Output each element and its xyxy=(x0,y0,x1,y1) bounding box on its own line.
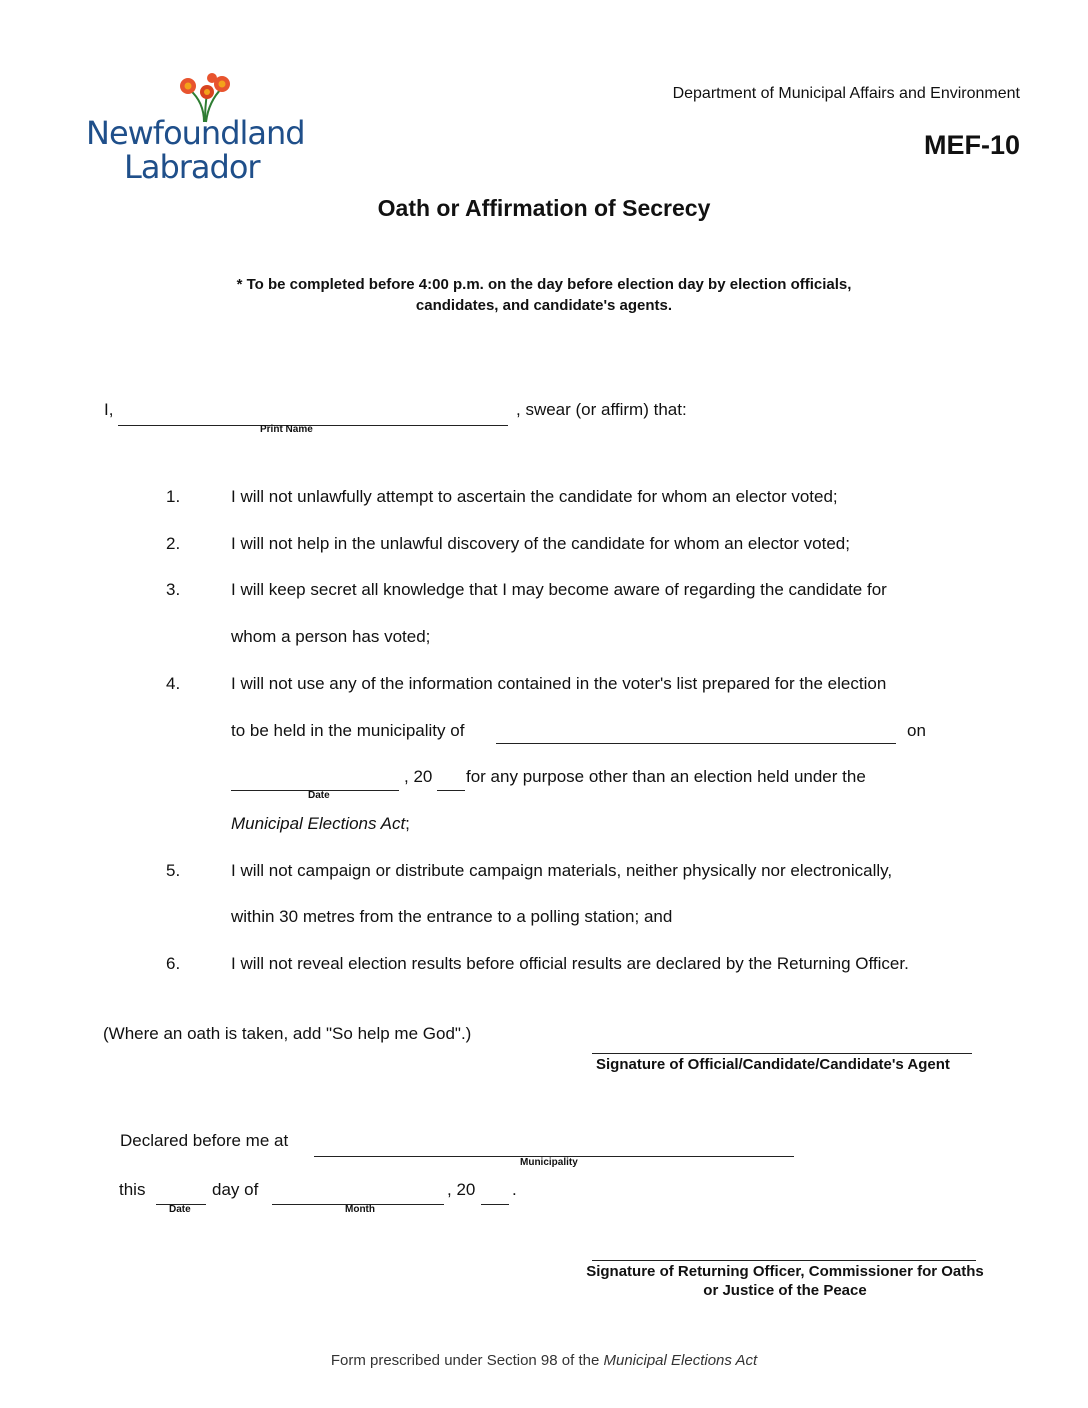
item-text-2: I will not help in the unlawful discovery of the candidate for whom an elector voted; xyxy=(231,534,850,553)
government-logo xyxy=(86,72,306,186)
item-text-6: I will not reveal election results before official results are declared by the Returning Officer. xyxy=(231,954,909,973)
municipality-field[interactable] xyxy=(496,743,896,744)
item-number-6: 6. xyxy=(166,954,181,973)
item-text-3b: whom a person has voted; xyxy=(231,627,431,646)
officer-signature-field[interactable] xyxy=(592,1260,976,1261)
officer-signature-label-2: or Justice of the Peace xyxy=(703,1282,867,1299)
page-title: Oath or Affirmation of Secrecy xyxy=(377,195,711,221)
oath-note: (Where an oath is taken, add "So help me God".) xyxy=(103,1024,472,1043)
item-number-5: 5. xyxy=(166,861,181,880)
item-number-2: 2. xyxy=(166,534,181,553)
item-text-3a: I will keep secret all knowledge that I may become aware of regarding the candidate for xyxy=(231,580,887,599)
official-signature-label: Signature of Official/Candidate/Candidate's Agent xyxy=(596,1056,950,1073)
declared-date-label: Date xyxy=(169,1204,191,1215)
declared-municipality-label: Municipality xyxy=(520,1157,578,1168)
logo-text-newfoundland: Newfoundland xyxy=(86,114,305,152)
footer-act: Municipal Elections Act xyxy=(603,1352,758,1369)
declared-year-prefix: , 20 xyxy=(447,1180,476,1199)
print-name-label: Print Name xyxy=(260,424,313,435)
election-year-field[interactable] xyxy=(437,790,465,791)
declared-period: . xyxy=(512,1180,517,1199)
instruction-line-2: candidates, and candidate's agents. xyxy=(415,297,673,314)
oath-suffix: , swear (or affirm) that: xyxy=(516,400,687,419)
item-text-4b-on: on xyxy=(907,721,926,740)
instruction-line-1: * To be completed before 4:00 p.m. on the day before election day by election officials, xyxy=(236,276,852,293)
print-name-field[interactable] xyxy=(118,425,508,426)
item-text-5a: I will not campaign or distribute campaign materials, neither physically nor electronically, xyxy=(231,861,893,880)
declared-day-of: day of xyxy=(212,1180,259,1199)
declared-this: this xyxy=(119,1180,146,1199)
act-name: Municipal Elections Act xyxy=(231,814,406,833)
declared-label: Declared before me at xyxy=(120,1131,289,1150)
department-name: Department of Municipal Affairs and Environment xyxy=(672,85,1020,102)
act-name-end: ; xyxy=(405,814,410,833)
item-text-4b: to be held in the municipality of xyxy=(231,721,465,740)
item-text-4a: I will not use any of the information contained in the voter's list prepared for the election xyxy=(231,674,887,693)
officer-signature-label-1: Signature of Returning Officer, Commissioner for Oaths xyxy=(586,1263,984,1280)
footer xyxy=(0,1352,1088,1369)
declared-year-field[interactable] xyxy=(481,1204,509,1205)
item-text-4c-rest: for any purpose other than an election held under the xyxy=(466,767,866,786)
item-number-1: 1. xyxy=(166,487,181,506)
item-text-5b: within 30 metres from the entrance to a polling station; and xyxy=(231,907,673,926)
form-code: MEF-10 xyxy=(923,130,1020,160)
election-date-label: Date xyxy=(308,790,330,801)
footer-prefix: Form prescribed under Section 98 of the xyxy=(330,1352,604,1369)
item-number-4: 4. xyxy=(166,674,181,693)
item-number-3: 3. xyxy=(166,580,181,599)
declared-month-label: Month xyxy=(345,1204,375,1215)
item-text-1: I will not unlawfully attempt to ascertain the candidate for whom an elector voted; xyxy=(231,487,838,506)
logo-text-labrador: Labrador xyxy=(124,148,260,186)
item-text-4d xyxy=(231,814,410,834)
oath-prefix: I, xyxy=(104,400,114,419)
official-signature-field[interactable] xyxy=(592,1053,972,1054)
item-text-4c-year: , 20 xyxy=(404,767,433,786)
